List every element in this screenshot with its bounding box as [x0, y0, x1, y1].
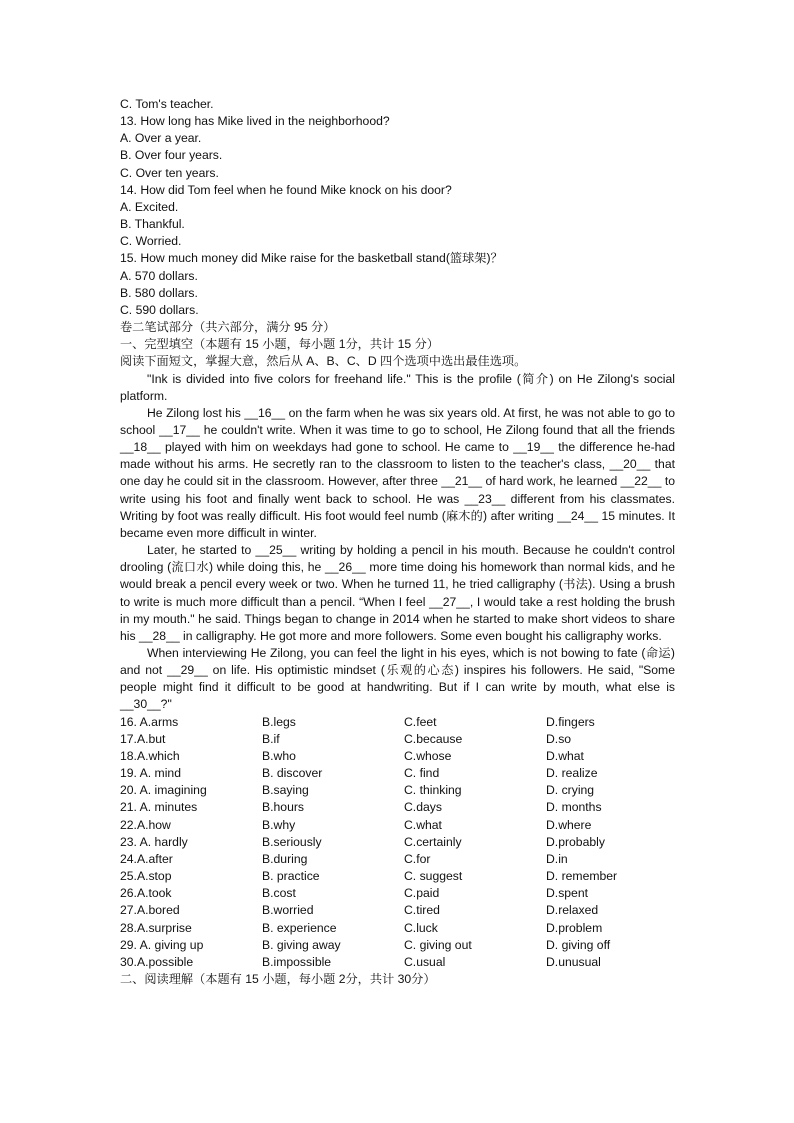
- option-d: D.relaxed: [546, 903, 599, 918]
- option-d: D. remember: [546, 869, 618, 884]
- option-d: D.so: [546, 731, 572, 746]
- option-d: D.where: [546, 817, 592, 832]
- part1-heading: 一、完型填空（本题有 15 小题，每小题 1分，共计 15 分）: [120, 337, 439, 352]
- option-b: B.legs: [262, 714, 296, 729]
- part2-heading: 二、阅读理解（本题有 15 小题，每小题 2分，共计 30分）: [120, 971, 436, 986]
- option-a: 17.A.but: [120, 731, 166, 746]
- option-c: C.what: [404, 817, 442, 832]
- option-d: D.unusual: [546, 954, 601, 969]
- option-c: C.paid: [404, 886, 440, 901]
- option-line: C. Worried.: [120, 234, 182, 249]
- option-d: D.what: [546, 748, 584, 763]
- question-15: [120, 250, 675, 319]
- prev-question-12-tail: [120, 96, 675, 113]
- option-d: D.probably: [546, 834, 605, 849]
- option-c: C.whose: [404, 748, 452, 763]
- option-d: D.problem: [546, 920, 603, 935]
- options-row-17: [120, 731, 675, 748]
- option-c: C.days: [404, 800, 442, 815]
- option-d: D.fingers: [546, 714, 595, 729]
- option-c: C.tired: [404, 903, 440, 918]
- option-a: 19. A. mind: [120, 766, 181, 781]
- section-title: 卷二笔试部分（共六部分，满分 95 分）: [120, 320, 336, 335]
- options-row-24: [120, 851, 675, 868]
- option-a: 18.A.which: [120, 748, 180, 763]
- option-c: C.because: [404, 731, 463, 746]
- question-stem: 15. How much money did Mike raise for the basketball stand(篮球架)？: [120, 251, 503, 266]
- options-row-21: [120, 799, 675, 816]
- option-line: B. Over four years.: [120, 148, 223, 163]
- option-a: 27.A.bored: [120, 903, 180, 918]
- option-b: B.impossible: [262, 954, 332, 969]
- options-table: [120, 714, 675, 971]
- option-line: A. Over a year.: [120, 131, 202, 146]
- option-d: D. giving off: [546, 937, 611, 952]
- options-row-27: [120, 902, 675, 919]
- option-c: C. find: [404, 766, 440, 781]
- options-row-23: [120, 834, 675, 851]
- option-d: D.spent: [546, 886, 589, 901]
- options-row-16: [120, 714, 675, 731]
- options-row-22: [120, 817, 675, 834]
- option-line: A. 570 dollars.: [120, 268, 198, 283]
- option-b: B. experience: [262, 920, 337, 935]
- option-b: B.during: [262, 851, 308, 866]
- option-b: B. practice: [262, 869, 320, 884]
- option-b: B.if: [262, 731, 280, 746]
- option-a: 25.A.stop: [120, 869, 172, 884]
- options-row-30: [120, 954, 675, 971]
- option-a: 29. A. giving up: [120, 937, 204, 952]
- option-a: 21. A. minutes: [120, 800, 198, 815]
- options-row-19: [120, 765, 675, 782]
- options-row-20: [120, 782, 675, 799]
- option-line: C. Over ten years.: [120, 165, 219, 180]
- option-c: C.for: [404, 851, 431, 866]
- option-b: B.worried: [262, 903, 314, 918]
- option-c: C. giving out: [404, 937, 472, 952]
- passage-paragraph-4: When interviewing He Zilong, you can feel the light in his eyes, which is not bowing to fate (命运) and not __29__ on life. His optimistic mindset (乐观的心态) inspires his followers. He said, "Some people might find it difficult to be good at handwriting. But if I can write by mouth, what else is __30__?": [120, 646, 675, 712]
- option-line: B. 580 dollars.: [120, 285, 198, 300]
- option-a: 20. A. imagining: [120, 783, 207, 798]
- option-b: B.why: [262, 817, 296, 832]
- question-13: [120, 113, 675, 182]
- cloze-passage: [120, 371, 675, 714]
- option-line: A. Excited.: [120, 199, 179, 214]
- option-a: 22.A.how: [120, 817, 171, 832]
- option-c: C.luck: [404, 920, 438, 935]
- option-b: B. giving away: [262, 937, 341, 952]
- passage-paragraph-3: Later, he started to __25__ writing by holding a pencil in his mouth. Because he couldn't control drooling (流口水) while doing this, he __26__ more time doing his homework than normal kids, and he would break a pencil every week or two. When he turned 11, he tried calligraphy (书法). Using a brush to write is much more difficult than a pencil. “When I feel __27__, I would take a rest holding the brush in my mouth." he said. Things began to change in 2014 when he started to make short videos to share his __28__ in calligraphy. He got more and more followers. Some even bought his calligraphy works.: [120, 543, 675, 643]
- option-c: C.usual: [404, 954, 446, 969]
- option-a: 28.A.surprise: [120, 920, 192, 935]
- passage-paragraph-2: He Zilong lost his __16__ on the farm when he was six years old. At first, he was not able to go to school __17__ he couldn't write. When it was time to go to school, He Zilong found that all the friends __18__ played with him on weekdays had gone to school. He came to __19__ the difference he-had made without his arms. He secretly ran to the classroom to listen to the teacher's class, __20__ that one day he could sit in the classroom. However, after three __21__ of hard work, he learned __22__ to write using his foot and finally went back to school. He was __23__ different from his classmates. Writing by foot was really difficult. His foot would feel numb (麻木的) after writing __24__ 15 minutes. It became even more difficult in winter.: [120, 405, 675, 540]
- option-a: 23. A. hardly: [120, 834, 188, 849]
- option-b: B.seriously: [262, 834, 322, 849]
- options-row-26: [120, 885, 675, 902]
- option-b: B. discover: [262, 766, 323, 781]
- option-c: C.certainly: [404, 834, 462, 849]
- exam-page: [120, 96, 675, 988]
- option-a: 30.A.possible: [120, 954, 194, 969]
- options-row-29: [120, 937, 675, 954]
- option-a: 24.A.after: [120, 851, 173, 866]
- option-a: 26.A.took: [120, 886, 172, 901]
- option-d: D.in: [546, 851, 568, 866]
- option-d: D. realize: [546, 766, 598, 781]
- option-c: C.feet: [404, 714, 437, 729]
- option-c: C. suggest: [404, 869, 463, 884]
- option-b: B.cost: [262, 886, 296, 901]
- option-b: B.hours: [262, 800, 305, 815]
- option-d: D. crying: [546, 783, 595, 798]
- options-row-18: [120, 748, 675, 765]
- option-d: D. months: [546, 800, 602, 815]
- options-row-25: [120, 868, 675, 885]
- option-c: C. thinking: [404, 783, 462, 798]
- option-b: B.who: [262, 748, 296, 763]
- question-stem: 14. How did Tom feel when he found Mike knock on his door?: [120, 182, 452, 197]
- passage-paragraph-1: "Ink is divided into five colors for freehand life." This is the profile (简介) on He Zilong's social platform.: [120, 371, 675, 403]
- question-14: [120, 182, 675, 251]
- option-a: 16. A.arms: [120, 714, 179, 729]
- option-line: B. Thankful.: [120, 217, 185, 232]
- options-row-28: [120, 920, 675, 937]
- option-line: C. Tom's teacher.: [120, 97, 214, 111]
- option-b: B.saying: [262, 783, 309, 798]
- option-line: C. 590 dollars.: [120, 302, 199, 317]
- question-stem: 13. How long has Mike lived in the neighborhood?: [120, 114, 390, 129]
- part1-instruction: 阅读下面短文，掌握大意，然后从 A、B、C、D 四个选项中选出最佳选项。: [120, 354, 527, 369]
